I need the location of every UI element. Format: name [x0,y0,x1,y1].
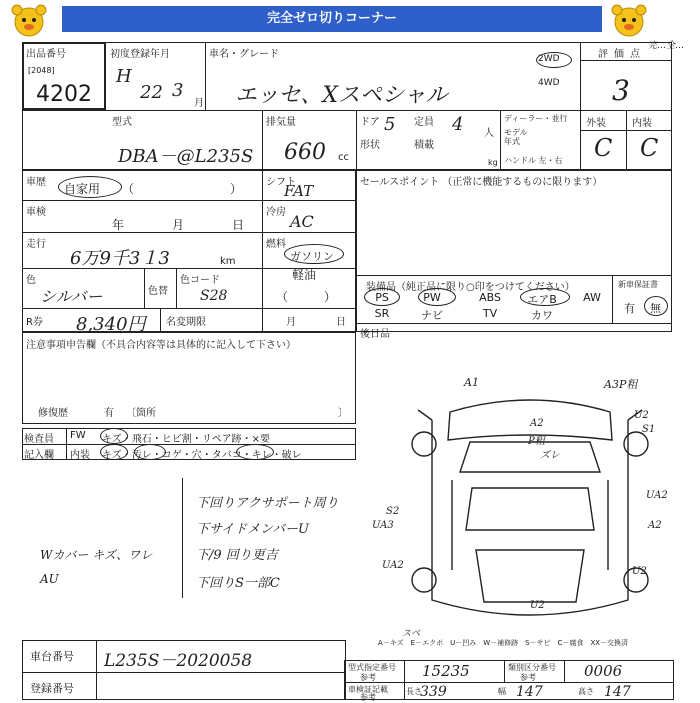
recycle-value: 8,340円 [76,314,146,335]
height-label: 高さ [578,687,594,696]
car-name-value: エッセ、Xスペシャル [235,83,448,108]
inspection-label: 車検 [26,207,46,218]
dmg-a1: A1 [464,376,479,389]
equip-sr: SR [374,307,390,320]
reg-number-label: 登録番号 [30,682,74,695]
recycle-label: R券 [26,317,43,328]
equip-kawa: カワ [531,309,553,322]
dmg-a2-top: A2 [530,418,544,429]
dmg-sube: スベ [402,629,421,639]
mileage-label: 走行 [26,239,46,250]
type-designation-ref: 参考 [360,673,376,682]
dealer-label: ディーラー・並行 [504,114,568,123]
length-value: 339 [420,684,447,700]
color-value: シルバー [40,287,103,306]
ext-grade: C [594,134,613,162]
dmg-a2-right: A2 [648,520,662,531]
car-name-label: 車名・グレード [209,49,279,60]
equip-airbag: エアB [527,293,557,306]
equip-tv: TV [482,307,498,320]
type-designation-value: 15235 [422,662,470,680]
equipment-label: 装備品（純正品に限り○印をつけてください） [366,282,575,293]
fuel-paren: （ ） [276,290,337,304]
doors-value: 5 [384,114,396,135]
score-value: 3 [612,74,630,107]
height-value: 147 [604,684,631,700]
notes-label: 注意事項申告欄（不具合内容等は具体的に記入して下さい） [26,340,296,351]
equip-aw: AW [583,291,601,304]
usage-value: 自家用 [64,182,101,196]
usage-label: 車歴 [26,177,46,188]
month-unit: 月 [194,98,204,109]
width-label: 幅 [498,687,506,696]
hw-line-1: 下回りアクサポート周り [196,496,339,511]
interior-items: キズ・汚レ・コゲ・穴・タバコ・キレ・破レ [102,450,302,461]
doors-label: ドア [360,117,380,128]
shift-value: FAT [284,182,314,200]
capacity-value: 4 [452,114,464,135]
first-reg-era: H [116,66,132,87]
score-label: 評価点 [598,49,646,60]
type-designation-label: 型式指定番号 [348,663,396,672]
capacity-label: 定員 [414,117,434,128]
fuel-label: 燃料 [266,239,286,250]
hw-line-3: 下/9 回り更吉 [196,548,278,563]
class-number-ref: 参考 [520,673,536,682]
fw-label: FW [70,430,86,441]
aircon-value: AC [290,212,314,231]
length-label: 長さ [406,687,422,696]
lot-number: 4202 [36,82,92,107]
width-value: 147 [516,684,543,700]
load-unit: kg [488,158,498,167]
hw-left-2: AU [40,572,59,586]
top-right-scrawl: 完…全… [648,41,685,51]
handle-label: ハンドル 左・右 [504,156,563,165]
warranty-label: 新車保証書 [618,280,658,289]
model-year-label: モデル年式 [504,128,528,146]
ext-label: 外装 [586,118,606,129]
sales-point-label: セールスポイント （正常に機能するものに限ります） [360,177,603,188]
damage-legend: A－キズ E－エクボ U－凹み W－補修跡 S－サビ C－腐食 XX－交換済 [378,639,629,647]
dmg-u2: U2 [634,410,649,421]
fuel-light-oil: 軽油 [292,268,317,282]
repair-location: 〔箇所 [126,408,156,419]
dmg-s1: S1 [642,424,656,435]
inspector-label-1: 検査員 [24,434,54,445]
shift-label: シフト [266,177,296,188]
corner-banner: 完全ゼロ切りコーナー [62,6,602,32]
hw-line-2: 下サイドメンバーU [196,522,310,537]
fuel-gasoline: ガソリン [290,250,334,263]
mileage-unit: km [220,256,236,267]
drive-type [538,54,576,94]
bear-mascot-icon [8,2,50,40]
first-reg-label: 初度登録年月 [110,49,170,60]
rear-seat-label: 後日品 [360,329,390,340]
dmg-s2: S2 [386,506,400,517]
int-grade: C [640,134,659,162]
dmg-a3: A3P粗 [604,378,638,391]
displacement-unit: cc [338,152,349,163]
dmg-ua3: UA3 [372,520,394,531]
equip-navi: ナビ [421,309,443,322]
name-change-label: 名変期限 [166,317,206,328]
inspection-day: 日 [232,218,245,232]
equip-ps: PS [375,291,389,304]
mileage-value: 6万9千3１3 [70,248,170,269]
usage-paren: （ ） [122,182,243,196]
dmg-zure: ズレ [540,450,560,461]
drive-4wd: 4WD [538,78,560,88]
fw-items: キズ・飛石・ヒビ割・リペア跡・×要 [102,434,270,445]
dmg-u2-right: U2 [632,566,647,577]
chassis-number: L235S－2020058 [104,651,253,671]
dmg-u2-bottom: U2 [530,600,545,611]
cert-label: 車検証記載 [348,685,388,694]
model-label: 型式 [112,117,132,128]
name-change-month: 月 [286,317,296,328]
hw-line-4: 下回りS一部C [196,576,280,591]
inspector-label-2: 記入欄 [24,450,54,461]
warranty-no: 無 [650,302,661,315]
model-value: DBA－@L235S [118,146,254,167]
class-number-label: 類別区分番号 [508,663,556,672]
class-number-value: 0006 [584,662,623,680]
color-code: S28 [200,288,228,304]
name-change-day: 日 [336,317,346,328]
bear-mascot-icon [608,2,650,40]
cert-ref: 参考 [360,693,376,702]
chassis-label: 車台番号 [30,650,74,663]
dmg-p-mark: P粗 [528,436,545,447]
capacity-unit: 人 [484,128,494,139]
displacement-label: 排気量 [266,117,296,128]
equip-abs: ABS [479,291,501,304]
lot-code: [2048] [28,66,55,75]
dmg-ua2-left: UA2 [382,560,404,571]
equip-pw: PW [423,291,441,304]
lot-label: 出品番号 [26,49,66,60]
int-label: 内装 [632,118,652,129]
displacement-value: 660 [284,140,326,165]
color-code-label: 色コード [180,275,220,286]
repair-close: 〕 [338,408,348,419]
dmg-ua2-right: UA2 [646,490,668,501]
first-reg-month: 3 [172,80,184,101]
shape-label: 形状 [360,140,380,151]
repair-label: 修復歴 [38,408,68,419]
hw-left-1: Wカバー キズ、ワレ [40,548,153,562]
first-reg-year: 22 [140,82,163,103]
load-label: 積載 [414,140,434,151]
drive-2wd: 2WD [538,54,560,64]
interior-label: 内装 [70,450,90,461]
color-label: 色 [26,275,36,286]
repair-value: 有 [104,408,114,419]
inspection-month: 月 [172,218,185,232]
aircon-label: 冷房 [266,207,286,218]
warranty-yes: 有 [624,302,635,315]
color-swap-label: 色替 [148,286,168,297]
inspection-year: 年 [112,218,125,232]
